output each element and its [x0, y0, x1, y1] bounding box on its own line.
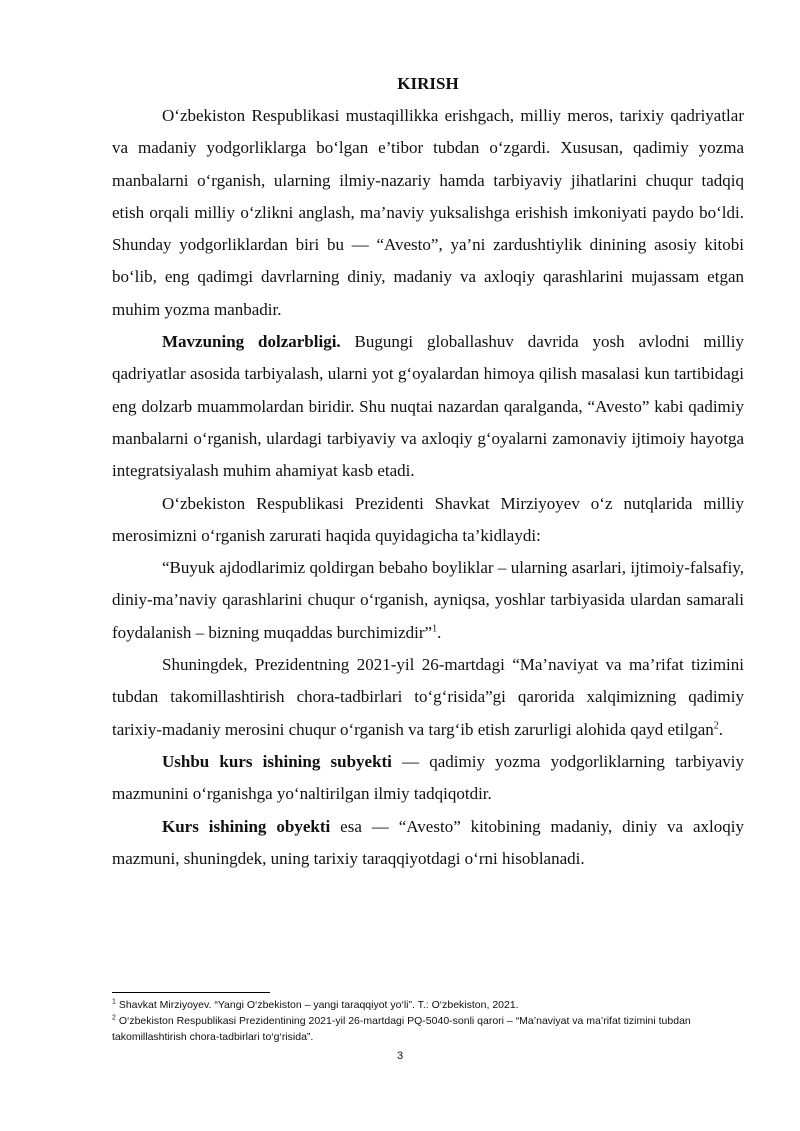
quote-paragraph: “Buyuk ajdodlarimiz qoldirgan bebaho boyliklar – ularning asarlari, ijtimoiy-falsafiy, diniy-ma’naviy qarashlarini chuqur o‘rganish, ayniqsa, yoshlar tarbiyasida ulardan samarali foydalanish – bizning muqaddas burchimizdir”$^1$. [112, 558, 744, 642]
page-number: 3 [396, 1050, 404, 1062]
quote-text: “Buyuk ajdodlarimiz qoldirgan bebaho boyliklar – ularning asarlari, ijtimoiy-falsafiy, diniy-ma’naviy qarashlarini chuqur o‘rganish, ayniqsa, yoshlar tarbiyasida ulardan samarali foydalanish – bizning muqaddas burchimizdir” [112, 558, 744, 642]
subject-heading: Ushbu kurs ishining subyekti [162, 751, 392, 771]
decree-paragraph: Shuningdek, Prezidentning 2021-yil 26-martdagi “Ma’naviyat va ma’rifat tizimini tubdan takomillashtirish chora-tadbirlari to‘g‘risida”gi qarorida xalqimizning qadimiy tarixiy-madaniy merosini chuqur o‘rganish va targ‘ib etish zarurligi alohida qayd etilgan$^2$. [112, 655, 744, 739]
footnote-2: $^2$ O‘zbekiston Respublikasi Prezidentining 2021-yil 26-martdagi PQ-5040-sonli qarori – “Ma’naviyat va ma’rifat tizimini tubdan takomillashtirish chora-tadbirlari to‘g‘risida”. [112, 1014, 691, 1043]
section-title: KIRISH [397, 74, 459, 93]
subject-paragraph [112, 746, 744, 811]
footnote-ref-1[interactable]: 1 [432, 623, 438, 635]
relevance-text: Bugungi globallashuv davrida yosh avlodni milliy qadriyatlar asosida tarbiyalash, ularni yot g‘oyalardan himoya qilish masalasi kun tartibidagi eng dolzarb muammolardan biridir. Shu nuqtai nazardan qaralganda, “Avesto” kabi qadimiy manbalarni o‘rganish, ulardagi tarbiyaviy va axloqiy g‘oyalarni zamonaviy ijtimoiy hayotga integratsiyalash muhim ahamiyat kasb etadi. [112, 332, 744, 481]
footnote-1: $^1$ Shavkat Mirziyoyev. “Yangi O‘zbekiston – yangi taraqqiyot yo‘li”. T.: O‘zbekiston, 2021. [112, 998, 519, 1011]
document-body [112, 72, 744, 875]
decree-text: Shuningdek, Prezidentning 2021-yil 26-martdagi “Ma’naviyat va ma’rifat tizimini tubdan takomillashtirish chora-tadbirlari to‘g‘risida”gi qarorida xalqimizning qadimiy tarixiy-madaniy merosini chuqur o‘rganish va targ‘ib etish zarurligi alohida qayd etilgan [112, 655, 744, 739]
relevance-paragraph [112, 326, 744, 487]
object-heading: Kurs ishining obyekti [162, 816, 331, 836]
president-paragraph: O‘zbekiston Respublikasi Prezidenti Shavkat Mirziyoyev o‘z nutqlarida milliy merosimizni o‘rganish zarurati haqida quyidagicha ta’kidlaydi: [112, 493, 744, 545]
object-text: esa — “Avesto” kitobining madaniy, diniy va axloqiy mazmuni, shuningdek, uning tarixiy taraqqiyotdagi o‘rni hisoblanadi. [112, 816, 744, 868]
footnote-ref-2[interactable]: 2 [713, 719, 719, 731]
object-paragraph [112, 811, 744, 876]
footnotes [112, 997, 744, 1045]
subject-text: — qadimiy yozma yodgorliklarning tarbiyaviy mazmunini o‘rganishga yo‘naltirilgan ilmiy tadqiqotdir. [112, 751, 744, 804]
intro-paragraph: O‘zbekiston Respublikasi mustaqillikka erishgach, milliy meros, tarixiy qadriyatlar va madaniy yodgorliklarga bo‘lgan e’tibor tubdan o‘zgardi. Xususan, qadimiy yozma manbalarni o‘rganish, ularning ilmiy-nazariy hamda tarbiyaviy jihatlarini chuqur tadqiq etish orqali milliy o‘zlikni anglash, ma’naviy yuksalishga erishish imkoniyati paydo bo‘ldi. Shunday yodgorliklardan biri bu — “Avesto”, ya’ni zardushtiylik dinining asosiy kitobi bo‘lib, eng qadimgi davrlarning diniy, madaniy va axloqiy qarashlarini mujassam etgan muhim yozma manbadir. [112, 106, 744, 319]
relevance-heading: Mavzuning dolzarbligi. [162, 332, 341, 352]
footnote-separator [112, 992, 270, 993]
